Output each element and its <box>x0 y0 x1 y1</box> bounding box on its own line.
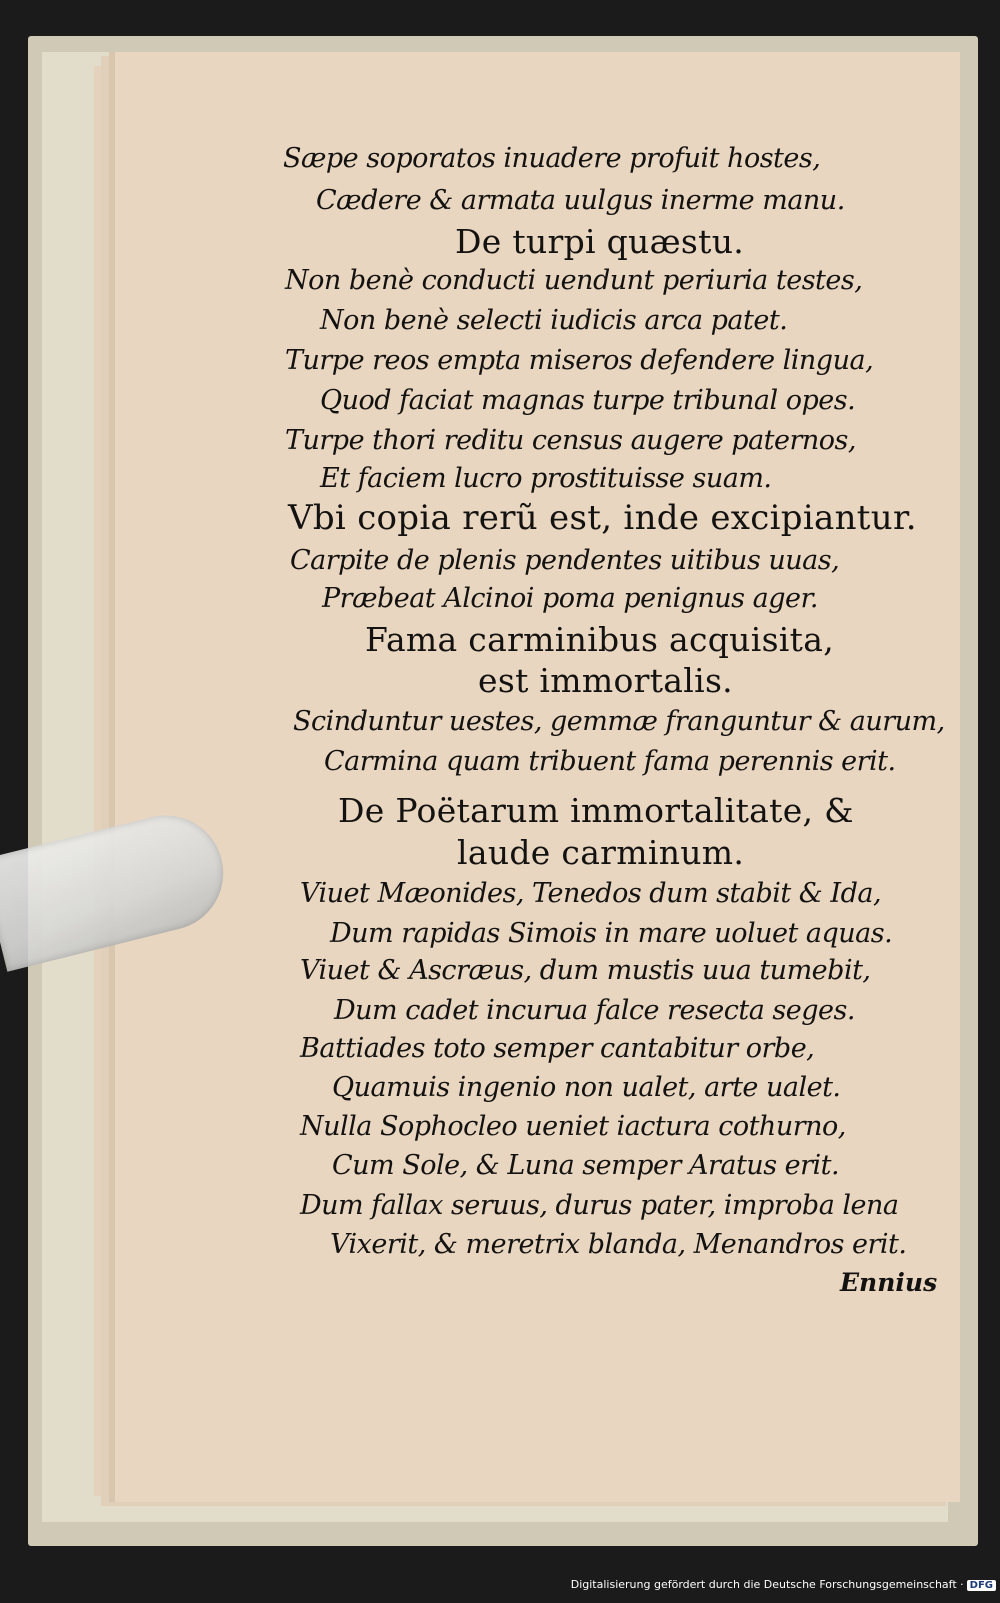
verse-line: Quod faciat magnas turpe tribunal opes. <box>320 385 856 416</box>
verse-line: Carpite de plenis pendentes uitibus uuas, <box>290 545 840 576</box>
section-heading: De turpi quæstu. <box>455 222 745 261</box>
digitization-credit <box>571 1578 996 1591</box>
section-heading: laude carminum. <box>457 833 745 872</box>
verse-line: Dum cadet incurua falce resecta seges. <box>334 995 855 1026</box>
verse-line: Dum fallax seruus, durus pater, improba lena <box>300 1190 899 1221</box>
verse-line: Vixerit, & meretrix blanda, Menandros erit. <box>330 1229 907 1260</box>
verse-line: Et faciem lucro prostituisse suam. <box>320 463 772 494</box>
verse-line: Non benè conducti uendunt periuria testes, <box>285 265 863 296</box>
catchword: Ennius <box>840 1268 938 1297</box>
section-heading: Fama carminibus acquisita, <box>365 620 834 659</box>
verse-line: Quamuis ingenio non ualet, arte ualet. <box>332 1072 841 1103</box>
verse-line: Turpe reos empta miseros defendere lingua, <box>285 345 874 376</box>
verse-line: Viuet Mæonides, Tenedos dum stabit & Ida, <box>300 878 882 909</box>
verse-line: Battiades toto semper cantabitur orbe, <box>300 1033 815 1064</box>
verse-line: Nulla Sophocleo ueniet iactura cothurno, <box>300 1111 846 1142</box>
section-heading: est immortalis. <box>478 661 733 700</box>
dfg-logo-icon: DFG <box>967 1580 996 1591</box>
section-heading: De Poëtarum immortalitate, & <box>338 791 854 830</box>
verse-line: Turpe thori reditu census augere paternos, <box>285 425 856 456</box>
verse-line: Non benè selecti iudicis arca patet. <box>320 305 788 336</box>
verse-line: Sæpe soporatos inuadere profuit hostes, <box>283 143 821 174</box>
verse-line: Viuet & Ascræus, dum mustis uua tumebit, <box>300 955 871 986</box>
section-heading: Vbi copia rerũ est, inde excipiantur. <box>288 498 917 538</box>
verse-line: Scinduntur uestes, gemmæ franguntur & aurum, <box>293 706 945 737</box>
verse-line: Carmina quam tribuent fama perennis erit. <box>324 746 896 777</box>
verse-line: Præbeat Alcinoi poma penignus ager. <box>322 583 818 614</box>
credit-text: Digitalisierung gefördert durch die Deutsche Forschungsgemeinschaft · <box>570 1578 964 1591</box>
verse-line: Dum rapidas Simois in mare uoluet aquas. <box>330 918 893 949</box>
verse-line: Cædere & armata uulgus inerme manu. <box>316 185 845 216</box>
verse-line: Cum Sole, & Luna semper Aratus erit. <box>332 1150 840 1181</box>
